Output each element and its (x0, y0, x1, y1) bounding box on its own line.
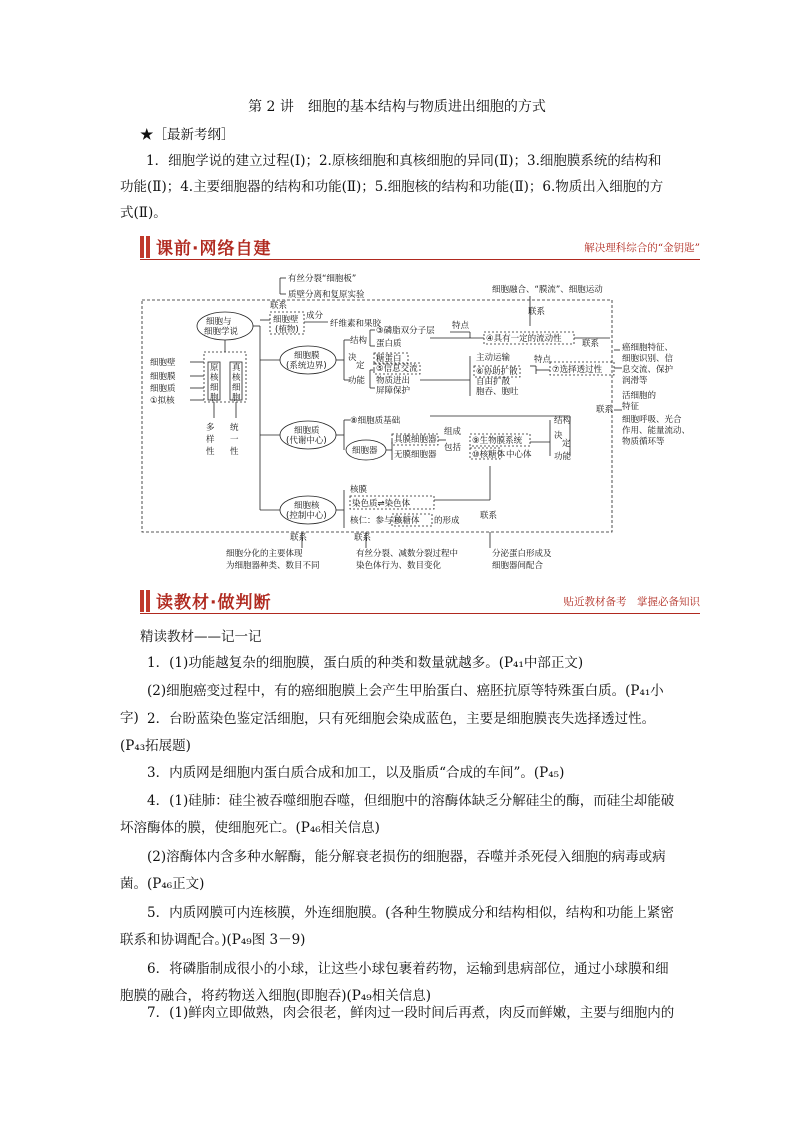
diag-left-1: 细胞膜 (150, 372, 176, 382)
diag-organelle: 细胞器 (352, 446, 378, 456)
diag-r3-2: 物质循环等 (622, 437, 665, 447)
diag-protein: 蛋白质 (376, 339, 402, 349)
diag-bottom1-1: 为细胞器种类、数目不同 (226, 561, 320, 571)
diag-fusion: 细胞融合、“膜流”、细胞运动 (492, 285, 603, 295)
diag-active: 主动运输 (476, 353, 511, 363)
diag-feature2: 特点 (534, 355, 552, 365)
diag-biomembrane: ⑨生物膜系统 (472, 436, 523, 446)
section-banner-network (140, 234, 700, 260)
page-title: 第 2 讲 细胞的基本结构与物质进出细胞的方式 (248, 99, 546, 115)
diag-include: 包括 (444, 443, 462, 453)
diag-uni-0: 统 (230, 423, 239, 433)
diag-bottom2-1: 染色体行为、数目变化 (356, 561, 442, 571)
diag-nuclear-membrane: 核膜 (350, 485, 368, 495)
diag-wall-sub: (植物) (275, 325, 299, 335)
diag-decide: 决 (348, 353, 357, 363)
diag-wall: 细胞壁 (273, 315, 299, 325)
diag-function-b: 功能 (554, 452, 572, 462)
diag-prok-0: 原 (210, 363, 219, 373)
diag-formation: 的形成 (434, 516, 460, 526)
diag-link-b1: 联系 (290, 533, 308, 543)
diag-link-right1: 联系 (582, 339, 600, 349)
diag-div-2: 性 (206, 447, 215, 457)
diag-decide2: 定 (356, 361, 365, 371)
diag-membrane2: (系统边界) (286, 361, 327, 371)
diag-structure: 结构 (350, 336, 368, 346)
diag-top1: 有丝分裂“细胞板” (288, 274, 357, 284)
diag-theory2: 细胞学说 (204, 327, 239, 337)
diag-r2: 活细胞的 (622, 391, 657, 401)
diag-prok-1: 核 (210, 373, 219, 383)
diag-bottom1-0: 细胞分化的主要体现 (226, 549, 303, 559)
section-tagline: 解决理科综合的“金钥匙” (584, 242, 700, 254)
diag-cyto2: (代谢中心) (286, 436, 327, 446)
diag-function: 功能 (348, 376, 366, 386)
diag-div-1: 样 (206, 435, 215, 445)
diag-nucleus1: 细胞核 (294, 501, 320, 511)
diag-theory1: 细胞与 (206, 317, 232, 327)
diag-euk-2: 细 (232, 383, 241, 393)
diag-link-b2: 联系 (354, 533, 372, 543)
diag-cheng: 成分 (306, 311, 324, 321)
diag-nucleus2: (控制中心) (286, 511, 327, 521)
diag-transport: 物质进出 (376, 376, 411, 386)
diag-phospholipid: ③磷脂双分子层 (376, 326, 435, 336)
diag-euk-0: 真 (232, 363, 241, 373)
diag-left-2: 细胞质 (150, 384, 176, 394)
diag-euk-3: 胞 (232, 393, 241, 403)
outline-line-3: 式(Ⅱ)。 (120, 205, 167, 221)
diag-nucleolus2: 核糖体 (394, 516, 420, 526)
diag-bottom3-0: 分泌蛋白形成及 (492, 549, 552, 559)
diag-link-right2: 联系 (596, 405, 614, 415)
diag-r1-3: 润滑等 (622, 376, 648, 386)
paragraph-2: (2)细胞癌变过程中，有的癌细胞膜上会产生甲胎蛋白、癌胚抗原等特殊蛋白质。(P₄₁小字) (120, 683, 664, 726)
diag-prok-2: 细 (210, 383, 219, 393)
paragraph-4: 3．内质网是细胞内蛋白质合成和加工，以及脂质“合成的车间”。(P₄₅) (147, 765, 565, 781)
subheading: 精读教材——记一记 (140, 629, 262, 645)
diag-r3-0: 细胞呼吸、光合 (622, 415, 682, 425)
diag-cellulose: 纤维素和果胶 (330, 319, 382, 329)
diag-selective: ⑦选择透过性 (552, 365, 603, 375)
diag-matrix: ⑧细胞质基础 (350, 416, 401, 426)
paragraph-5: 4．(1)硅肺：硅尘被吞噬细胞吞噬，但细胞中的溶酶体缺乏分解硅尘的酶，而硅尘却能破坏溶酶体的膜，使细胞死亡。(P₄₆相关信息) (120, 793, 675, 836)
diag-cyto1: 细胞质 (294, 426, 320, 436)
diag-feature: 特点 (452, 321, 470, 331)
diag-endo: 胞吞、胞吐 (476, 387, 519, 397)
diag-fluidity: ④具有一定的流动性 (486, 334, 562, 344)
diag-top2: 质壁分离和复原实验 (288, 290, 365, 300)
diag-centriole: 中心体 (506, 450, 532, 460)
diag-left-3: ①拟核 (150, 396, 175, 406)
diag-chromatin: 染色质⇌染色体 (352, 499, 411, 509)
paragraph-3: 2．台盼蓝染色鉴定活细胞，只有死细胞会染成蓝色，主要是细胞膜丧失选择透过性。(P₄₃拓展题) (120, 711, 656, 754)
diag-link-top: 联系 (270, 301, 288, 311)
paragraph-9: 7．(1)鲜肉立即做熟，肉会很老，鲜肉过一段时间后再煮，肉反而鲜嫩，主要与细胞内的 (147, 1005, 675, 1021)
diag-nonmembraned: 无膜细胞器 (394, 450, 437, 460)
section-title: 课前·网络自建 (156, 239, 272, 259)
concept-map-diagram (130, 270, 690, 580)
diag-link-fusion: 联系 (528, 307, 546, 317)
outline-line-2: 功能(Ⅱ)；4.主要细胞器的结构和功能(Ⅱ)；5.细胞核的结构和功能(Ⅱ)；6.物质出入细胞的方 (120, 179, 664, 195)
paragraph-8: 6．将磷脂制成很小的小球，让这些小球包裹着药物，运输到患病部位，通过小球膜和细胞膜的融合，将药物送入细胞(即胞吞)(P₄₉相关信息) (120, 961, 669, 1004)
diag-barrier: 屏障保护 (376, 386, 411, 396)
diag-nucleolus: 核仁：参与⑪ (350, 516, 402, 526)
diag-info: ⑤信息交流 (376, 364, 418, 374)
diag-bottom2-0: 有丝分裂、减数分裂过程中 (356, 549, 459, 559)
section-banner-textbook (140, 588, 700, 614)
diag-uni-2: 性 (230, 447, 239, 457)
diag-link-nuc: 联系 (480, 511, 498, 521)
diag-div-0: 多 (206, 423, 215, 433)
diag-free: 自由扩散 (476, 377, 511, 387)
diag-uni-1: 一 (230, 435, 239, 445)
paragraph-1: 1．(1)功能越复杂的细胞膜，蛋白质的种类和数量就越多。(P₄₁中部正文) (147, 655, 584, 671)
diag-bottom3-1: 细胞器间配合 (492, 561, 544, 571)
diag-r1-1: 细胞识别、信 (622, 354, 674, 364)
outline-heading: ★［最新考纲］ (140, 127, 235, 143)
diag-sugar: 糖蛋白 (376, 354, 402, 364)
diag-r1-0: 癌细胞特征、 (622, 343, 674, 353)
paragraph-6: (2)溶酶体内含多种水解酶，能分解衰老损伤的细胞器，吞噬并杀死侵入细胞的病毒或病菌。(P₄₆正文) (120, 849, 666, 892)
diag-euk-1: 核 (232, 373, 241, 383)
diag-membraned: 具膜细胞器 (394, 435, 437, 445)
section-title-2: 读教材·做判断 (156, 593, 272, 613)
paragraph-7: 5．内质网膜可内连核膜，外连细胞膜。(各种生物膜成分和结构相似，结构和功能上紧密联系和协调配合。)(P₄₉图 3－9) (120, 905, 674, 948)
diag-r1-2: 息交流、保护 (622, 365, 674, 375)
outline-line-1: 1．细胞学说的建立过程(Ⅰ)；2.原核细胞和真核细胞的异同(Ⅱ)；3.细胞膜系统的结构和 (146, 153, 662, 169)
diag-prok-3: 胞 (210, 393, 219, 403)
diag-r2b: 特征 (622, 402, 640, 412)
diag-facilitated: ⑥协助扩散 (476, 367, 518, 377)
diag-compose: 组成 (444, 427, 462, 437)
diag-ribosome: ⑩核糖体 (472, 450, 506, 460)
diag-decide-b2: 定 (562, 439, 571, 449)
diag-decide-b: 决 (554, 431, 563, 441)
diag-struct2: 结构 (554, 416, 572, 426)
diag-left-0: 细胞壁 (150, 358, 176, 368)
diag-membrane1: 细胞膜 (294, 351, 320, 361)
diag-r3-1: 作用、能量流动、 (622, 426, 690, 436)
section-tagline-2: 贴近教材备考 掌握必备知识 (563, 596, 700, 608)
